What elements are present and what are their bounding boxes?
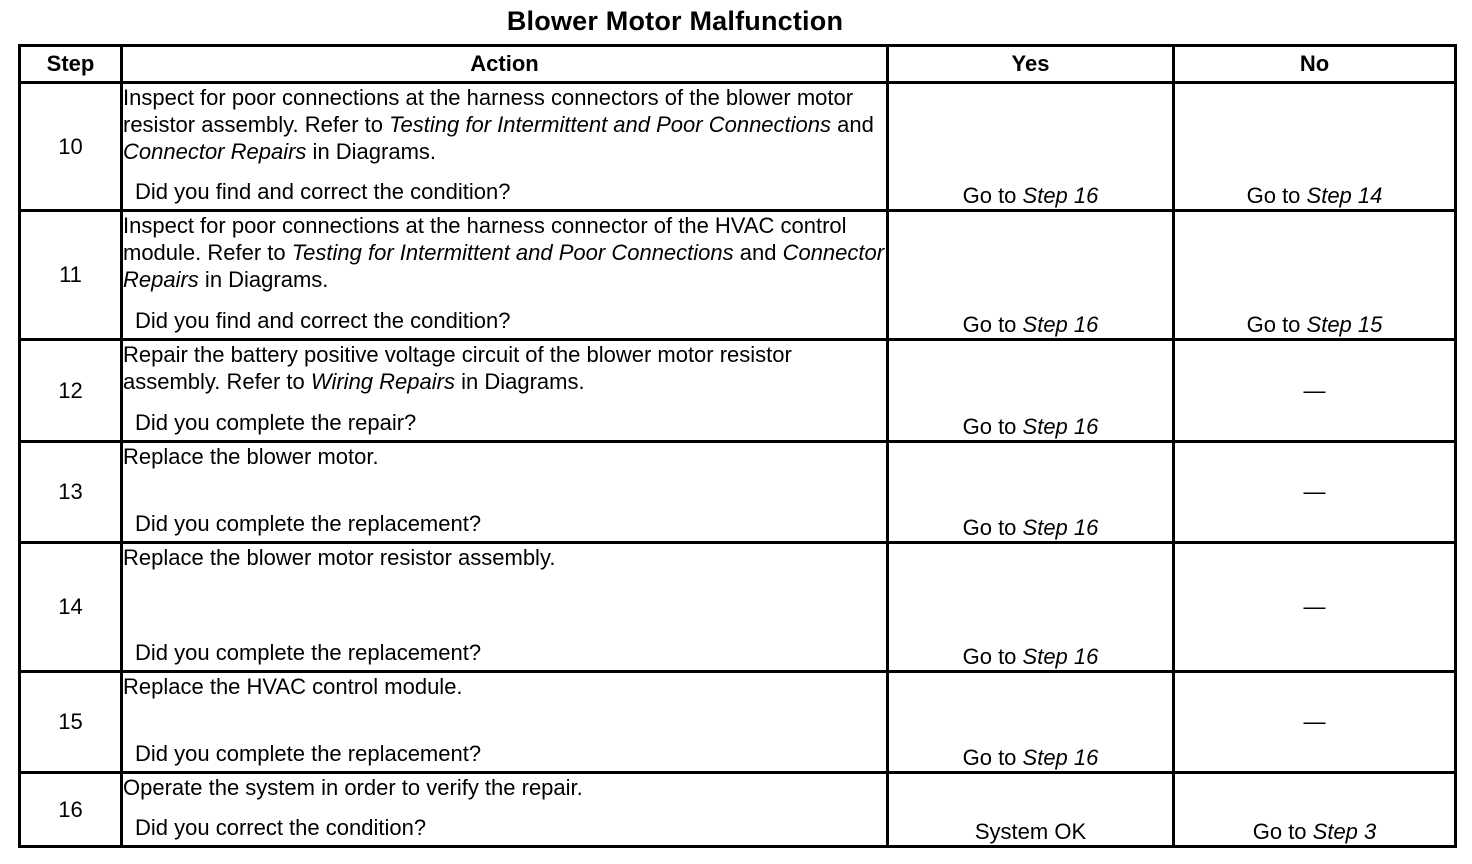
- action-question: Did you correct the condition?: [135, 815, 427, 840]
- action-question: Did you complete the replacement?: [135, 640, 482, 665]
- action-cell: [122, 773, 888, 847]
- action-instruction: Operate the system in order to verify the repair.: [123, 775, 583, 800]
- action-question: Did you find and correct the condition?: [135, 179, 511, 204]
- action-cell: [122, 340, 888, 442]
- table-row: [20, 672, 1456, 773]
- action-cell: [122, 211, 888, 340]
- action-instruction: Replace the blower motor resistor assembly.: [123, 545, 556, 570]
- action-cell: [122, 672, 888, 773]
- yes-cell: System OK: [888, 773, 1174, 847]
- no-cell: —: [1174, 442, 1456, 543]
- yes-step-link: Step 16: [1022, 644, 1099, 669]
- no-cell: Go to Step 14: [1174, 83, 1456, 211]
- step-number: 16: [20, 773, 122, 847]
- action-instruction: Inspect for poor connections at the harness connectors of the blower motor resistor assembly. Refer to Testing for Intermittent and Poor Connections and Connector Repairs in Diagrams.: [123, 85, 874, 164]
- step-number: 14: [20, 543, 122, 672]
- yes-step-link: Step 16: [1022, 183, 1099, 208]
- yes-cell: Go to Step 16: [888, 442, 1174, 543]
- action-question: Did you find and correct the condition?: [135, 308, 511, 333]
- step-number: 11: [20, 211, 122, 340]
- diagnostic-table: [18, 44, 1457, 848]
- action-cell: [122, 543, 888, 672]
- yes-cell: Go to Step 16: [888, 211, 1174, 340]
- step-number: 12: [20, 340, 122, 442]
- no-cell: —: [1174, 340, 1456, 442]
- table-row: [20, 543, 1456, 672]
- action-cell: [122, 442, 888, 543]
- no-step-link: Step 14: [1306, 183, 1383, 208]
- header-yes: Yes: [888, 46, 1174, 83]
- action-instruction: Replace the HVAC control module.: [123, 674, 463, 699]
- table-row: [20, 83, 1456, 211]
- no-cell: Go to Step 3: [1174, 773, 1456, 847]
- action-question: Did you complete the repair?: [135, 410, 417, 435]
- no-cell: Go to Step 15: [1174, 211, 1456, 340]
- no-cell: —: [1174, 543, 1456, 672]
- no-cell: —: [1174, 672, 1456, 773]
- yes-step-link: Step 16: [1022, 312, 1099, 337]
- table-header-row: [20, 46, 1456, 83]
- no-step-link: Step 3: [1312, 819, 1377, 844]
- yes-step-link: Step 16: [1022, 414, 1099, 439]
- yes-cell: Go to Step 16: [888, 543, 1174, 672]
- table-row: [20, 211, 1456, 340]
- page-title: Blower Motor Malfunction: [506, 6, 844, 36]
- step-number: 15: [20, 672, 122, 773]
- action-question: Did you complete the replacement?: [135, 511, 482, 536]
- action-instruction: Replace the blower motor.: [123, 444, 379, 469]
- yes-cell: Go to Step 16: [888, 83, 1174, 211]
- yes-cell: Go to Step 16: [888, 672, 1174, 773]
- header-no: No: [1174, 46, 1456, 83]
- yes-step-link: Step 16: [1022, 515, 1099, 540]
- yes-step-link: Step 16: [1022, 745, 1099, 770]
- action-cell: [122, 83, 888, 211]
- yes-cell: Go to Step 16: [888, 340, 1174, 442]
- action-instruction: Inspect for poor connections at the harness connector of the HVAC control module. Refer to Testing for Intermittent and Poor Connections and Connector Repairs in Diagrams.: [123, 213, 885, 292]
- step-number: 13: [20, 442, 122, 543]
- header-action: Action: [122, 46, 888, 83]
- table-row: [20, 442, 1456, 543]
- table-row: [20, 340, 1456, 442]
- table-row: [20, 773, 1456, 847]
- header-step: Step: [20, 46, 122, 83]
- action-instruction: Repair the battery positive voltage circuit of the blower motor resistor assembly. Refer to Wiring Repairs in Diagrams.: [123, 342, 792, 394]
- no-step-link: Step 15: [1306, 312, 1383, 337]
- action-question: Did you complete the replacement?: [135, 741, 482, 766]
- step-number: 10: [20, 83, 122, 211]
